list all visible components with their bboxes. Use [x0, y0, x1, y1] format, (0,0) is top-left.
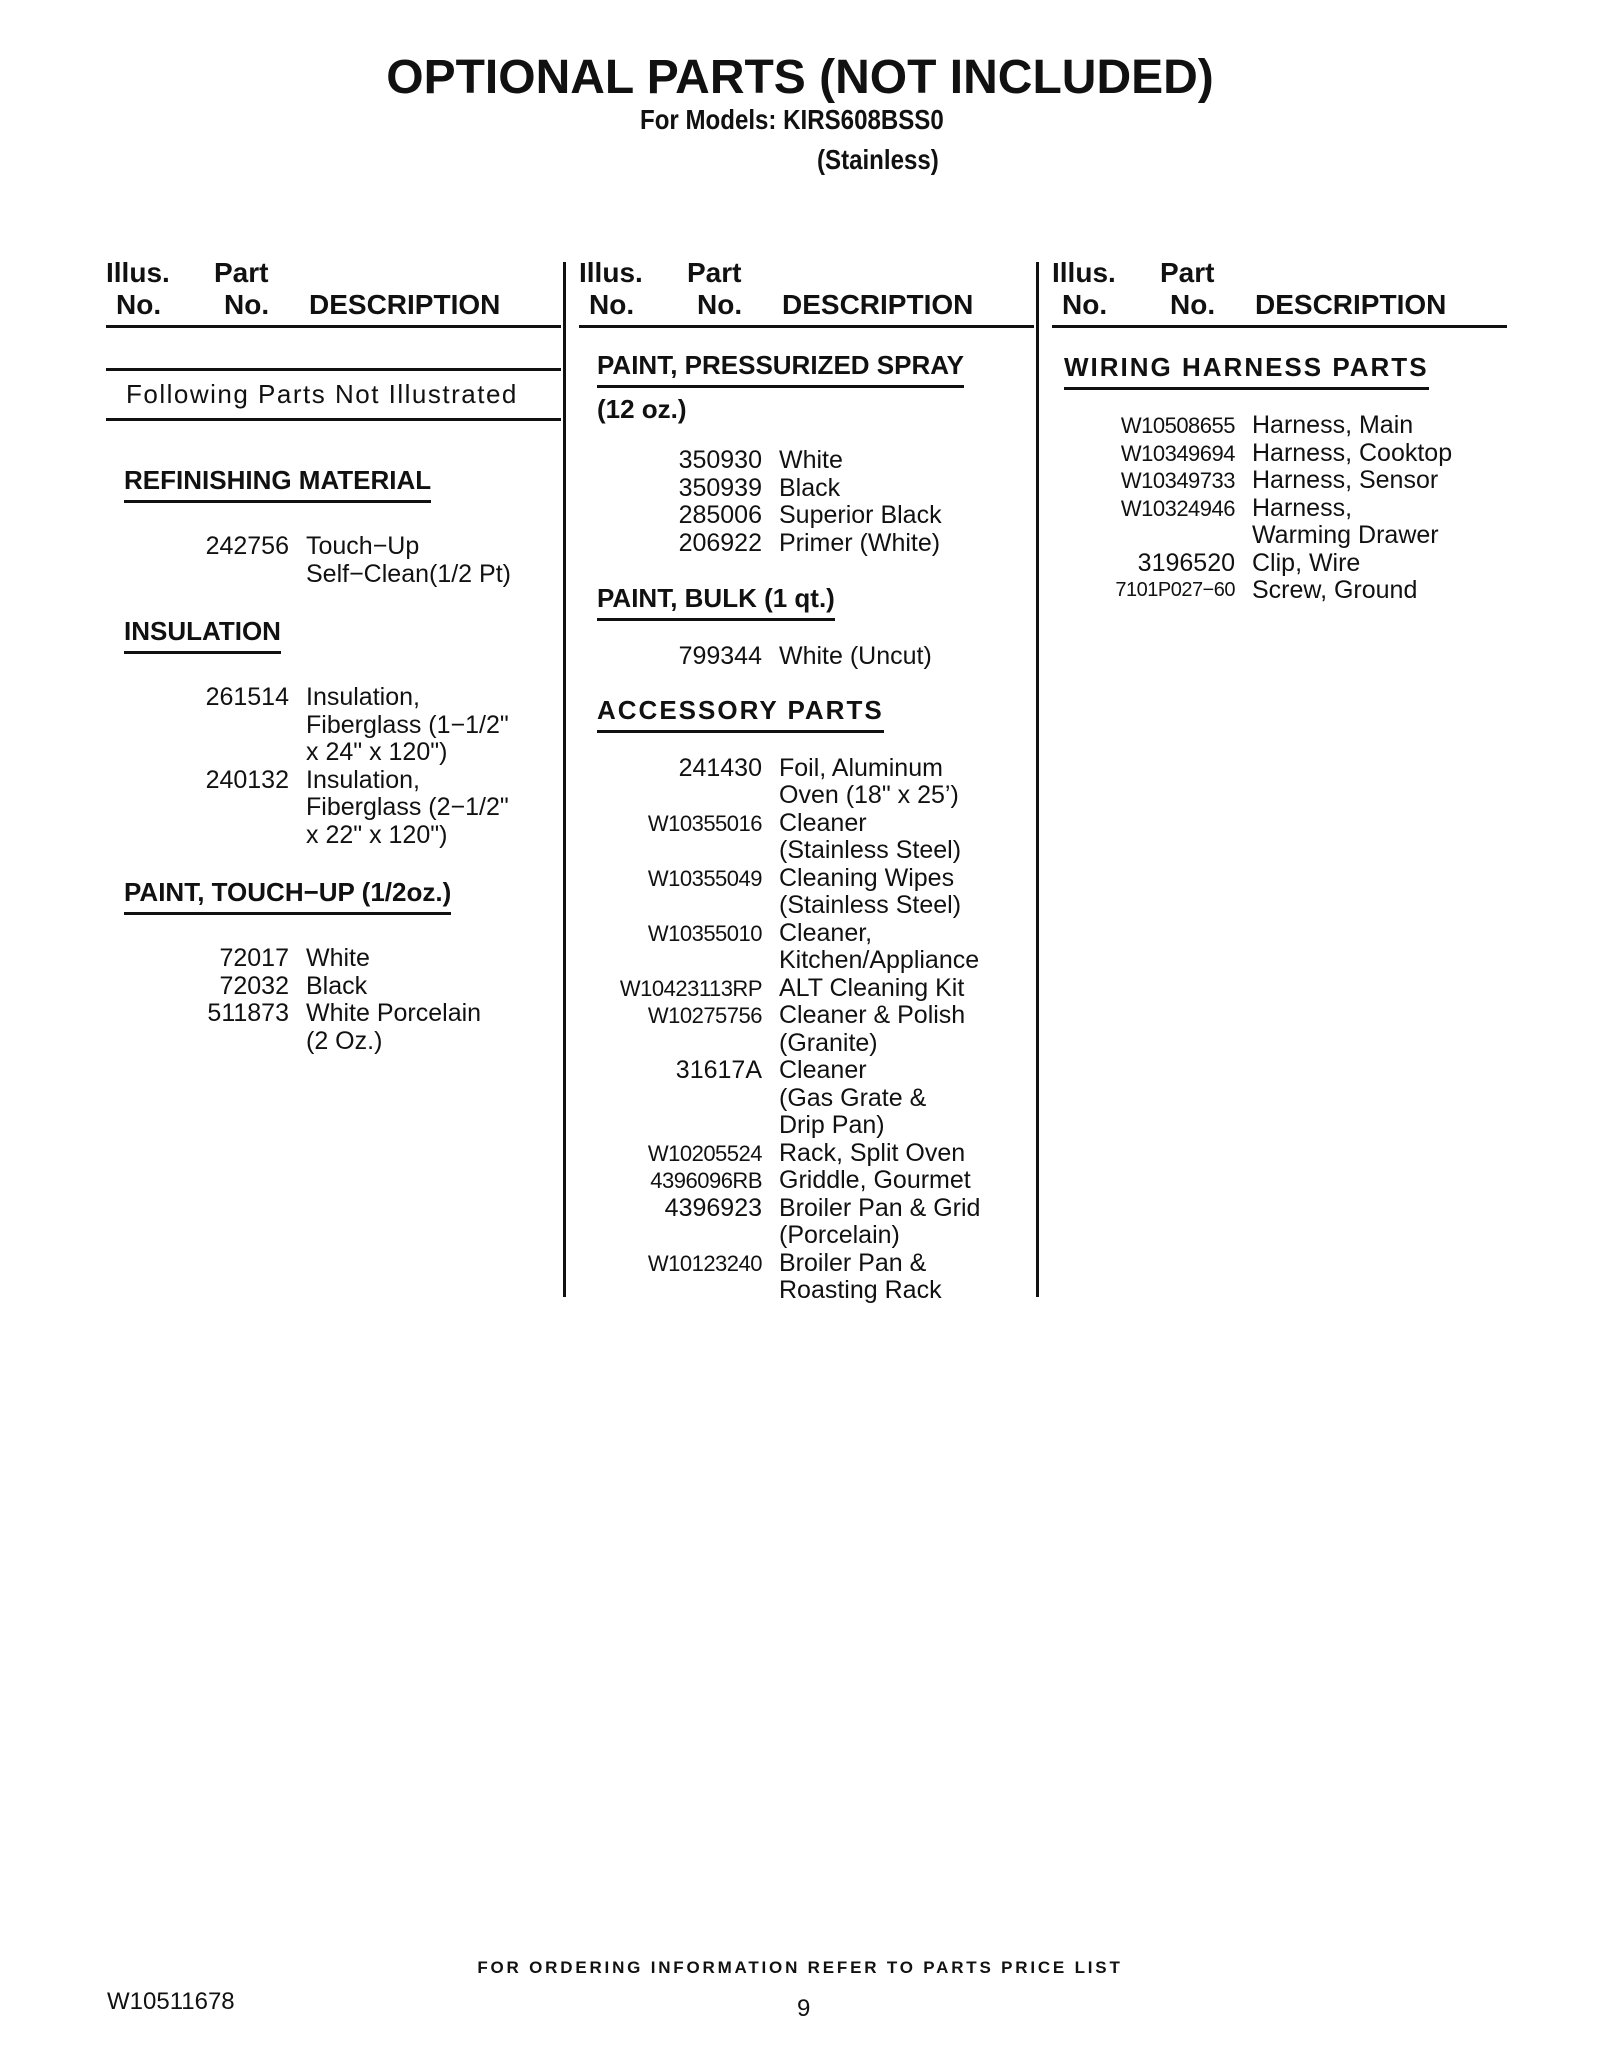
- wiring-list: [1052, 412, 1507, 605]
- part-number: 285006: [678, 501, 762, 529]
- part-description: White: [306, 944, 370, 972]
- section-title-paint-touchup: PAINT, TOUCH−UP (1/2oz.): [124, 877, 451, 915]
- part-number: W10508655: [1120, 413, 1235, 438]
- illus-no-heading: No.: [589, 289, 635, 320]
- description-heading: DESCRIPTION: [1255, 289, 1447, 320]
- part-row: [1052, 467, 1507, 495]
- part-description: Screw, Ground: [1252, 576, 1418, 604]
- part-number: 72017: [219, 944, 289, 972]
- part-number: W10123240: [647, 1250, 762, 1276]
- part-description: Harness, Cooktop: [1252, 438, 1453, 467]
- part-number: 4396923: [664, 1193, 762, 1222]
- part-row: [106, 1000, 561, 1055]
- illus-no-heading: No.: [116, 289, 162, 320]
- part-number: W10423113RP: [619, 975, 762, 1001]
- part-number: 261514: [205, 683, 289, 711]
- part-description: Superior Black: [779, 501, 942, 529]
- part-description: Primer (White): [779, 528, 941, 557]
- part-row: [579, 475, 1034, 503]
- part-row: [579, 530, 1034, 558]
- part-description: Rack, Split Oven: [779, 1138, 966, 1167]
- part-row: [106, 945, 561, 973]
- part-row: [579, 865, 1034, 920]
- part-no-heading: No.: [1170, 289, 1216, 320]
- finish-subtitle: (Stainless): [817, 144, 939, 175]
- ordering-note: FOR ORDERING INFORMATION REFER TO PARTS PRICE LIST: [477, 1958, 1123, 1977]
- parts-column-1: [106, 255, 561, 1055]
- part-description: Foil, Aluminum Oven (18" x 25’): [779, 753, 959, 809]
- part-row: [579, 643, 1034, 671]
- part-no-heading: No.: [697, 289, 743, 320]
- column-header: [1052, 255, 1507, 328]
- part-row: [106, 684, 561, 767]
- part-number: 350930: [678, 446, 762, 474]
- section-title-wiring: WIRING HARNESS PARTS: [1064, 352, 1429, 390]
- part-number: 511873: [207, 999, 289, 1027]
- section-title-line: (12 oz.): [597, 394, 687, 424]
- column-header: [106, 255, 561, 328]
- part-description: Cleaner & Polish (Granite): [779, 1001, 966, 1057]
- part-description: Broiler Pan & Roasting Rack: [779, 1248, 942, 1304]
- part-row: [579, 1140, 1034, 1168]
- not-illustrated-banner: Following Parts Not Illustrated: [106, 368, 561, 421]
- part-description: Harness, Sensor: [1252, 466, 1439, 494]
- part-row: [1052, 495, 1507, 550]
- parts-column-2: [579, 255, 1034, 1305]
- part-description: Insulation, Fiberglass (2−1/2" x 22" x 120"): [306, 765, 509, 849]
- part-number: 72032: [219, 971, 289, 1000]
- part-number: 4396096RB: [650, 1168, 762, 1193]
- page-title: OPTIONAL PARTS (NOT INCLUDED): [386, 51, 1214, 104]
- part-number: 7101P027−60: [1115, 579, 1235, 601]
- part-row: [579, 810, 1034, 865]
- part-description: Cleaning Wipes (Stainless Steel): [779, 863, 962, 919]
- part-description: Harness, Main: [1252, 411, 1414, 439]
- illus-no-heading: No.: [1062, 289, 1108, 320]
- section-title-insulation: INSULATION: [124, 616, 281, 654]
- section-title-accessory: ACCESSORY PARTS: [597, 695, 884, 733]
- part-description: Griddle, Gourmet: [779, 1166, 971, 1194]
- part-description: White Porcelain (2 Oz.): [306, 999, 482, 1055]
- part-number: W10349733: [1120, 468, 1235, 493]
- section-title-paint-bulk: PAINT, BULK (1 qt.): [597, 583, 835, 621]
- part-row: [579, 502, 1034, 530]
- part-number: W10355049: [647, 865, 762, 891]
- part-row: [579, 1002, 1034, 1057]
- part-heading: Part: [214, 257, 269, 288]
- paint-bulk-list: [579, 643, 1034, 671]
- pressurized-spray-list: [579, 447, 1034, 557]
- section-title-pressurized-spray: [597, 350, 1034, 425]
- part-number: W10205524: [647, 1140, 762, 1166]
- part-description: Clip, Wire: [1252, 548, 1361, 577]
- part-row: [579, 1167, 1034, 1195]
- part-number: 3196520: [1137, 548, 1235, 577]
- part-heading: Part: [687, 257, 742, 288]
- part-heading: Part: [1160, 257, 1215, 288]
- part-row: [1052, 440, 1507, 468]
- part-row: [579, 447, 1034, 475]
- accessory-list: [579, 755, 1034, 1305]
- part-number: W10355010: [647, 920, 762, 946]
- part-row: [579, 755, 1034, 810]
- illus-heading: Illus.: [106, 257, 170, 288]
- part-description: Cleaner (Stainless Steel): [779, 808, 962, 864]
- part-description: White (Uncut): [779, 642, 932, 670]
- part-description: White: [779, 446, 843, 474]
- refinishing-list: [106, 533, 561, 588]
- document-number: W10511678: [107, 1988, 235, 2015]
- section-title-refinishing: REFINISHING MATERIAL: [124, 465, 431, 503]
- section-title-line: PAINT, PRESSURIZED SPRAY: [597, 350, 964, 388]
- part-no-heading: No.: [224, 289, 270, 320]
- part-description: Insulation, Fiberglass (1−1/2" x 24" x 120"): [306, 683, 509, 766]
- part-number: 241430: [678, 753, 762, 782]
- part-row: [1052, 412, 1507, 440]
- parts-column-3: [1052, 255, 1507, 605]
- part-description: Harness, Warming Drawer: [1252, 493, 1439, 549]
- part-row: [1052, 577, 1507, 605]
- description-heading: DESCRIPTION: [309, 289, 501, 320]
- illus-heading: Illus.: [1052, 257, 1116, 288]
- part-row: [579, 920, 1034, 975]
- part-row: [1052, 550, 1507, 578]
- part-row: [106, 533, 561, 588]
- part-row: [106, 767, 561, 850]
- part-row: [579, 1250, 1034, 1305]
- part-description: Cleaner, Kitchen/Appliance: [779, 918, 980, 974]
- part-description: Black: [779, 473, 841, 502]
- page-number: 9: [797, 1995, 811, 2022]
- part-number: 350939: [678, 473, 762, 502]
- description-heading: DESCRIPTION: [782, 289, 974, 320]
- part-description: Cleaner (Gas Grate & Drip Pan): [779, 1056, 927, 1139]
- part-row: [106, 973, 561, 1001]
- part-number: W10349694: [1120, 440, 1235, 466]
- illus-heading: Illus.: [579, 257, 643, 288]
- column-header: [579, 255, 1034, 328]
- part-description: ALT Cleaning Kit: [779, 973, 965, 1002]
- part-number: W10355016: [647, 810, 762, 836]
- part-number: 31617A: [675, 1056, 762, 1084]
- column-divider: [563, 262, 566, 1297]
- part-row: [579, 1057, 1034, 1140]
- part-row: [579, 1195, 1034, 1250]
- part-description: Broiler Pan & Grid (Porcelain): [779, 1193, 981, 1249]
- part-description: Touch−Up Self−Clean(1/2 Pt): [306, 532, 511, 588]
- part-number: W10324946: [1120, 495, 1235, 521]
- part-number: 240132: [205, 765, 289, 794]
- paint-touchup-list: [106, 945, 561, 1055]
- model-subtitle: For Models: KIRS608BSS0: [640, 104, 944, 135]
- part-number: W10275756: [647, 1003, 762, 1028]
- insulation-list: [106, 684, 561, 849]
- part-number: 799344: [678, 642, 762, 670]
- part-number: 206922: [678, 528, 762, 557]
- part-number: 242756: [205, 532, 289, 560]
- part-description: Black: [306, 971, 368, 1000]
- part-row: [579, 975, 1034, 1003]
- column-divider: [1036, 262, 1039, 1297]
